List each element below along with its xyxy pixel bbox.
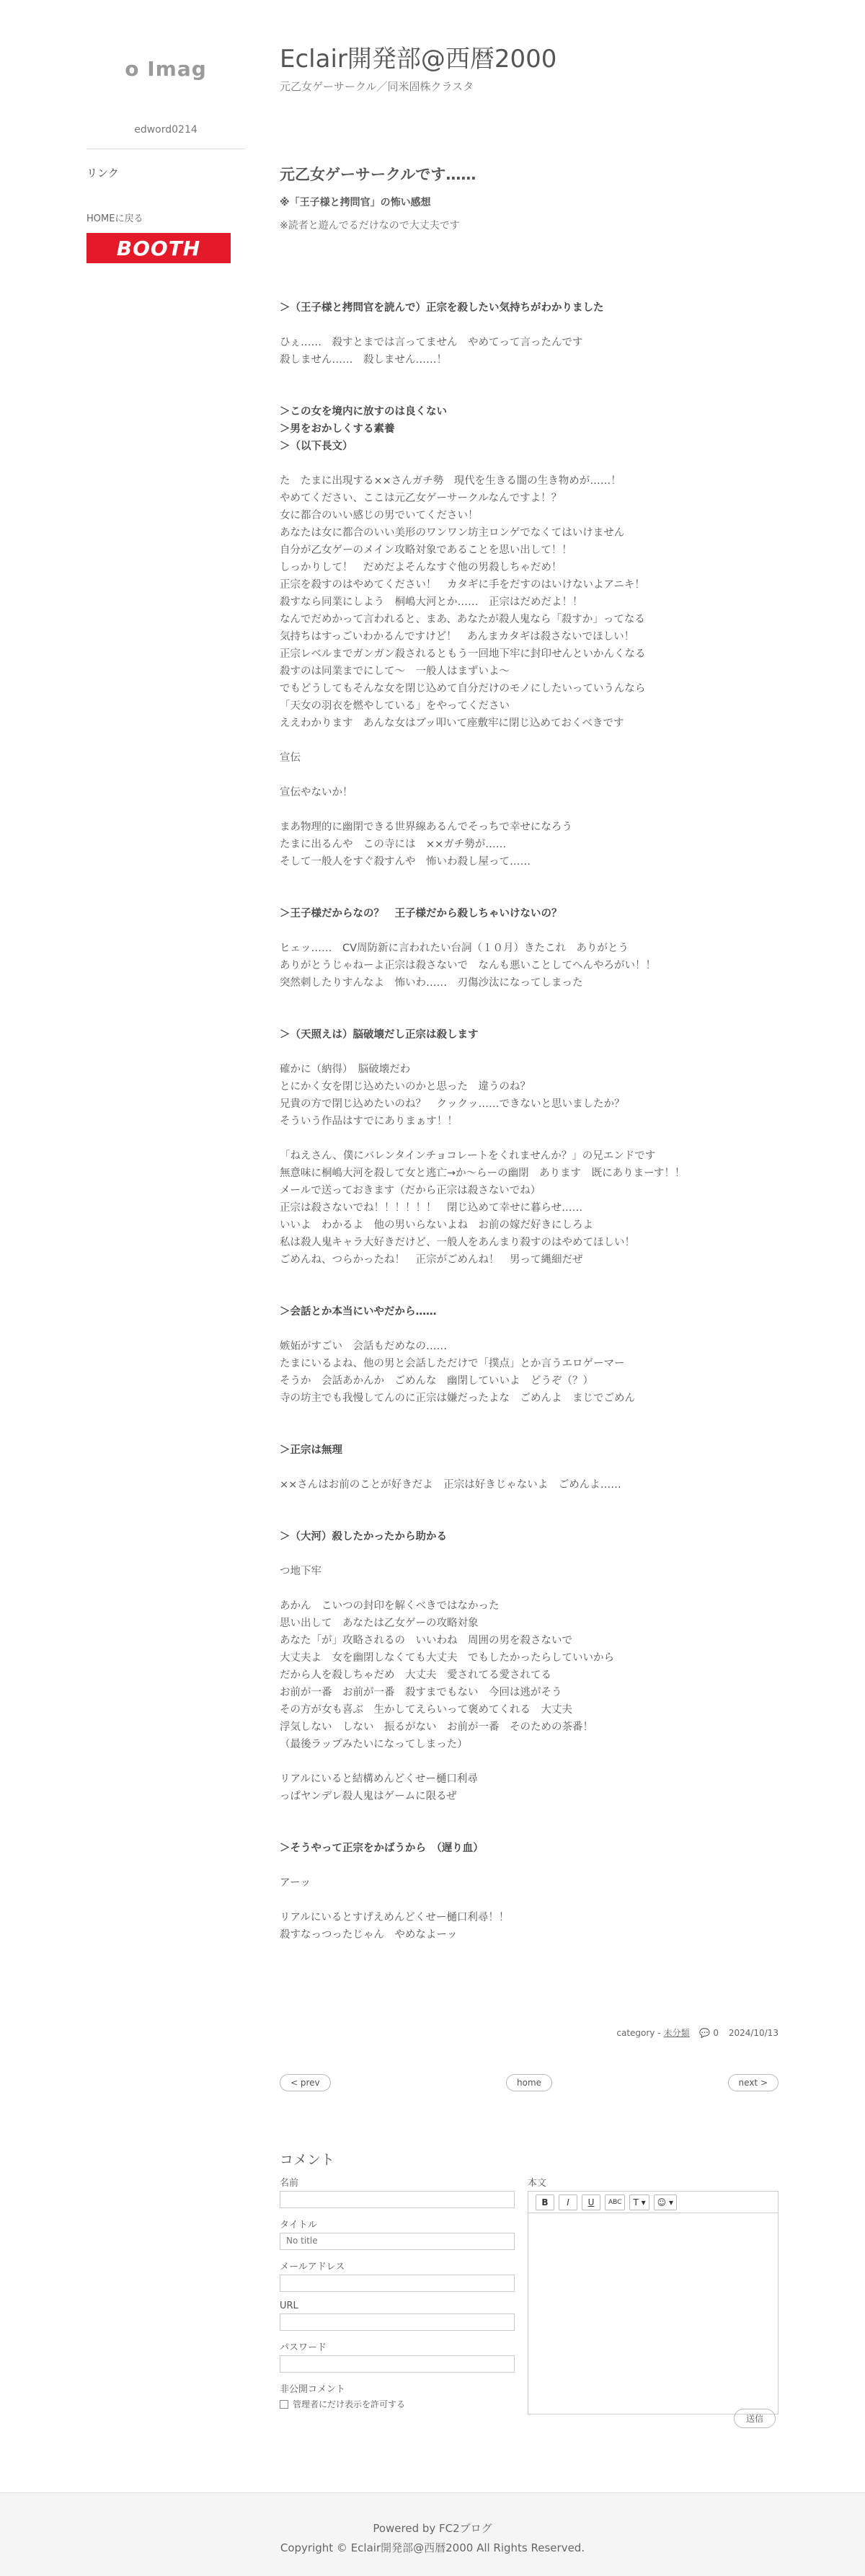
entry-text-line: しっかりして！ だめだよそんなすぐ他の男殺しちゃだめ！ — [280, 562, 562, 574]
logo-text: o Imag — [125, 56, 207, 81]
entry-text-line: リアルにいると結構めんどくせー樋口利尋 — [280, 1773, 478, 1786]
entry-text-line — [280, 455, 784, 472]
title-input[interactable]: No title — [280, 2233, 515, 2250]
pager — [280, 2074, 778, 2096]
entry-text-line: 殺しません…… 殺しません……！ — [280, 354, 447, 366]
blog-subtitle: 元乙女ゲーサークル／同米固株クラスタ — [280, 79, 474, 93]
entry-meta — [280, 2026, 778, 2039]
entry-text-line — [280, 1805, 784, 1822]
entry-text-line — [280, 992, 784, 1009]
entry-text-line: 正宗を殺すのはやめてください！ カタギに手をだすのはいけないよアニキ！ — [280, 579, 645, 591]
entry-quote-line: ＞（天照えは）脳破壊だし正宗は殺します — [280, 1029, 479, 1041]
entry-text-line — [280, 870, 784, 888]
entry-text-line: ありがとうじゃねーよ正宗は殺さないで なんも悪いことしてへんやろがい！！ — [280, 960, 656, 972]
entry-text-line: たまにいるよね、他の男と会話しただけで「撲点」とか言うエロゲーマー — [280, 1358, 625, 1370]
entry-text-line: 殺すのは同業までにして〜 一般人はまずいよ〜 — [280, 666, 510, 678]
strike-button[interactable]: ABC — [605, 2195, 625, 2210]
body-label: 本文 — [528, 2178, 547, 2189]
entry-text-line: ××さんはお前のことが好きだよ 正宗は好きじゃないよ ごめんよ…… — [280, 1479, 621, 1491]
url-input[interactable] — [280, 2313, 515, 2331]
entry-text-line: つ地下牢 — [280, 1566, 321, 1578]
entry-text-line: 殺すなら同業にしよう 桐嶋大河とか…… 正宗はだめだよ！！ — [280, 596, 583, 609]
editor-toolbar — [528, 2191, 778, 2213]
entry-text-line: 大丈夫よ 女を幽閉しなくても大丈夫 でもしたかったらしていいから — [280, 1652, 614, 1664]
password-label: パスワード — [280, 2342, 327, 2353]
home-button[interactable]: home — [506, 2074, 552, 2091]
entry-text-line: ごめんね、つらかったね！ 正宗がごめんね！ 男って縄細だぜ — [280, 1254, 583, 1266]
entry-text-line: そうか 会話あかんか ごめんな 幽閉していいよ どうぞ（？） — [280, 1375, 593, 1388]
entry-text-line: た たまに出現する××さんガチ勢 現代を生きる闇の生き物めが……！ — [280, 475, 621, 488]
entry-text-line: たまに出るんや この寺には ××ガチ勢が…… — [280, 839, 507, 851]
entry-text-line — [280, 732, 784, 749]
entry-text-line — [280, 1320, 784, 1338]
mail-label: メールアドレス — [280, 2262, 345, 2272]
private-checkbox[interactable] — [280, 2400, 288, 2409]
entry-text-line: いいよ わかるよ 他の男いらないよね お前の嫁だ好きにしろよ — [280, 1219, 593, 1232]
author-name: edword0214 — [134, 124, 198, 136]
entry-text-line — [280, 922, 784, 940]
main-content — [280, 45, 784, 1944]
entry-text-line: そういう作品はすでにありまぁす！！ — [280, 1116, 458, 1128]
entry-text-line: 嫉妬がすごい 会話もだめなの…… — [280, 1341, 447, 1353]
category-label: category - — [616, 2028, 661, 2038]
entry-text-line — [280, 317, 784, 334]
booth-logo-text: BOOTH — [116, 236, 201, 260]
entry-quote-line: ＞（大河）殺したかったから助かる — [280, 1531, 447, 1543]
entry-text-line — [280, 1269, 784, 1286]
entry-text-line: 気持ちはすっごいわかるんですけど！ あんまカタギは殺さないでほしい！ — [280, 631, 635, 643]
entry-text-line: （最後ラップみたいになってしまった） — [280, 1739, 468, 1751]
entry-lead-bold: ※「王子様と拷問官」の怖い感想 — [280, 196, 431, 208]
entry-text-line — [280, 767, 784, 784]
private-label: 非公開コメント — [280, 2384, 346, 2395]
send-button[interactable]: 送信 — [734, 2409, 776, 2428]
prev-button[interactable]: < prev — [280, 2074, 331, 2091]
category-link[interactable]: 未分類 — [663, 2028, 690, 2038]
entry-text-line: 思い出して あなたは乙女ゲーの攻略対象 — [280, 1618, 479, 1630]
entry-text-line — [280, 1545, 784, 1563]
entry-text-line — [280, 801, 784, 819]
entry-text-line: 浮気しない しない 振るがない お前が一番 そのための茶番！ — [280, 1721, 593, 1734]
entry-text-line: だから人を殺しちゃだめ 大丈夫 愛されてる愛されてる — [280, 1669, 551, 1682]
entry-text-line — [280, 1009, 784, 1026]
entry-text-line — [280, 1407, 784, 1424]
sidebar — [86, 43, 245, 263]
home-link[interactable]: HOMEに戻る — [86, 213, 143, 224]
entry-text-line: その方が女も喜ぶ 生かしてえらいって褒めてくれる 大丈夫 — [280, 1704, 572, 1716]
entry-quote-line: ＞この女を境内に放すのは良くない — [280, 406, 447, 418]
name-label: 名前 — [280, 2178, 299, 2189]
entry-quote-line: ＞男をおかしくする素養 — [280, 423, 395, 436]
entry-text-line: 兄貴の方で閉じ込めたいのね？ クックッ……できないと思いましたか？ — [280, 1098, 625, 1111]
entry-text-line — [280, 1892, 784, 1909]
entry-text-line: とにかく女を閉じ込めたいのかと思った 違うのね？ — [280, 1081, 531, 1093]
entry-text-line: 殺すなっつったじゃん やめなよーッ — [280, 1929, 458, 1941]
body-textarea[interactable] — [528, 2213, 778, 2414]
entry-quote-line: ＞王子様だからなの？ 王子様だから殺しちゃいけないの？ — [280, 908, 562, 920]
entry-title: 元乙女ゲーサークルです…… — [280, 165, 476, 183]
entry-text-line: ひぇ…… 殺すとまでは言ってません やめてって言ったんです — [280, 337, 583, 349]
entry-quote-line: ＞会話とか本当にいやだから…… — [280, 1306, 437, 1318]
entry-text-line — [280, 1044, 784, 1061]
entry-text-line — [280, 1286, 784, 1303]
entry-text-line: そして一般人をすぐ殺すんや 怖いわ殺し屋って…… — [280, 856, 531, 868]
entry-text-line: まあ物理的に幽閉できる世界線あるんでそっちで幸せになろう — [280, 821, 572, 834]
underline-button[interactable]: U — [582, 2195, 600, 2210]
links-heading: リンク — [86, 167, 119, 180]
entry-quote-line: ＞そうやって正宗をかばうから （遅り血） — [280, 1843, 484, 1855]
entry-text-line — [280, 1459, 784, 1476]
entry-text-line: やめてください、ここは元乙女ゲーサークルなんですよ！？ — [280, 493, 562, 505]
entry-quote-line: ＞（以下長文） — [280, 441, 353, 453]
entry-text-line: 宣伝 — [280, 752, 301, 764]
entry-text-line — [280, 1857, 784, 1874]
entry-text-line: 無意味に桐嶋大河を殺して女と逃亡→か〜らーの幽閉 あります 既にありまーす！！ — [280, 1168, 686, 1180]
entry-text-line: 「天女の羽衣を燃やしている」をやってください — [280, 700, 510, 713]
title-label: タイトル — [280, 2220, 317, 2231]
comment-icon[interactable]: 💬 — [699, 2028, 711, 2038]
entry-body — [280, 299, 784, 1944]
entry-text-line — [280, 1494, 784, 1511]
site-logo[interactable] — [86, 43, 245, 94]
comment-form — [280, 2149, 778, 2424]
entry-text-line: リアルにいるとすげえめんどくせー樋口利尋！！ — [280, 1912, 510, 1924]
entry-text-line: 私は殺人鬼キャラ大好きだけど、一般人をあんまり殺すのはやめてほしい！ — [280, 1237, 635, 1249]
entry-quote-line: ＞正宗は無理 — [280, 1444, 342, 1457]
url-label: URL — [280, 2301, 298, 2311]
entry-quote-line: ＞（王子様と拷問官を読んで）正宗を殺したい気持ちがわかりました — [280, 302, 604, 314]
entry-text-line — [280, 1580, 784, 1597]
entry-text-line: 確かに（納得） 脳破壊だわ — [280, 1064, 411, 1076]
entry-text-line — [280, 1753, 784, 1770]
emoji-button[interactable]: ☺ ▾ — [654, 2195, 677, 2210]
entry-text-line — [280, 1424, 784, 1442]
copyright: Copyright © Eclair開発部@西暦2000 All Rights Reserved. — [280, 2541, 585, 2554]
name-input[interactable] — [280, 2191, 515, 2208]
font-size-button[interactable]: T ▾ — [629, 2195, 649, 2210]
entry-text-line: あなたは女に都合のいい美形のワンワン坊主ロンゲでなくてはいけません — [280, 527, 625, 539]
italic-button[interactable]: I — [559, 2195, 577, 2210]
entry-text-line: 女に都合のいい感じの男でいてください！ — [280, 510, 479, 522]
entry-text-line: 突然刺したりすんなよ 怖いわ…… 刃傷沙汰になってしまった — [280, 977, 583, 989]
entry-text-line: 「ねえさん、僕にバレンタインチョコレートをくれませんか？」の兄エンドです — [280, 1150, 656, 1163]
entry-text-line — [280, 888, 784, 905]
comment-count[interactable]: 0 — [713, 2028, 719, 2038]
footer — [0, 2492, 865, 2576]
entry-text-line: あなた「が」攻略されるの いいわね 周囲の男を殺さないで — [280, 1635, 572, 1647]
mail-input[interactable] — [280, 2275, 515, 2292]
entry-text-line: アーッ — [280, 1877, 311, 1889]
entry-text-line: っぱヤンデレ殺人鬼はゲームに限るぜ — [280, 1791, 457, 1803]
powered-by[interactable]: Powered by FC2ブログ — [373, 2522, 492, 2535]
password-input[interactable] — [280, 2355, 515, 2373]
booth-banner[interactable] — [86, 233, 231, 263]
entry-text-line: 寺の坊主でも我慢してんのに正宗は嫌だったよな ごめんよ まじでごめん — [280, 1393, 635, 1405]
comment-heading: コメント — [280, 2152, 335, 2168]
entry-text-line — [280, 1822, 784, 1840]
entry-text-line — [280, 1511, 784, 1528]
entry-text-line: 宣伝やないか！ — [280, 787, 353, 799]
entry-text-line — [280, 369, 784, 386]
entry-text-line: あかん こいつの封印を解くべきではなかった — [280, 1600, 500, 1613]
entry-text-line — [280, 1130, 784, 1147]
entry-text-line: メールで送っておきます（だから正宗は殺さないでね） — [280, 1185, 541, 1197]
entry-text-line: 自分が乙女ゲーのメイン攻略対象であることを思い出して！！ — [280, 544, 572, 557]
blog-title[interactable]: Eclair開発部@西暦2000 — [280, 45, 557, 74]
private-check-label: 管理者にだけ表示を許可する — [293, 2399, 406, 2409]
entry-text-line: 正宗レベルまでガンガン殺されるともう一回地下牢に封印せんといかんくなる — [280, 648, 646, 661]
bold-button[interactable]: B — [536, 2195, 554, 2210]
entry-text-line — [280, 386, 784, 403]
entry-text-line: でもどうしてもそんな女を閉じ込めて自分だけのモノにしたいっていうんなら — [280, 683, 646, 695]
entry-date: 2024/10/13 — [728, 2028, 778, 2038]
entry-text-line: ええわかります あんな女はブッ叩いて座敷牢に閉じ込めておくべきです — [280, 718, 624, 730]
entry-text-line: お前が一番 お前が一番 殺すまでもない 今回は逃がそう — [280, 1687, 562, 1699]
entry-text-line: ヒェッ…… CV周防新に言われたい台詞（１０月）きたこれ ありがとう — [280, 943, 629, 955]
next-button[interactable]: next > — [728, 2074, 778, 2091]
entry-text-line: 正宗は殺さないでね！！！！！！ 閉じ込めて幸せに暮らせ…… — [280, 1202, 583, 1214]
entry-lead-note: ※読者と遊んでるだけなので大丈夫です — [280, 219, 460, 231]
entry-text-line: なんでだめかって言われると、まあ、あなたが殺人鬼なら「殺すか」ってなる — [280, 614, 645, 626]
